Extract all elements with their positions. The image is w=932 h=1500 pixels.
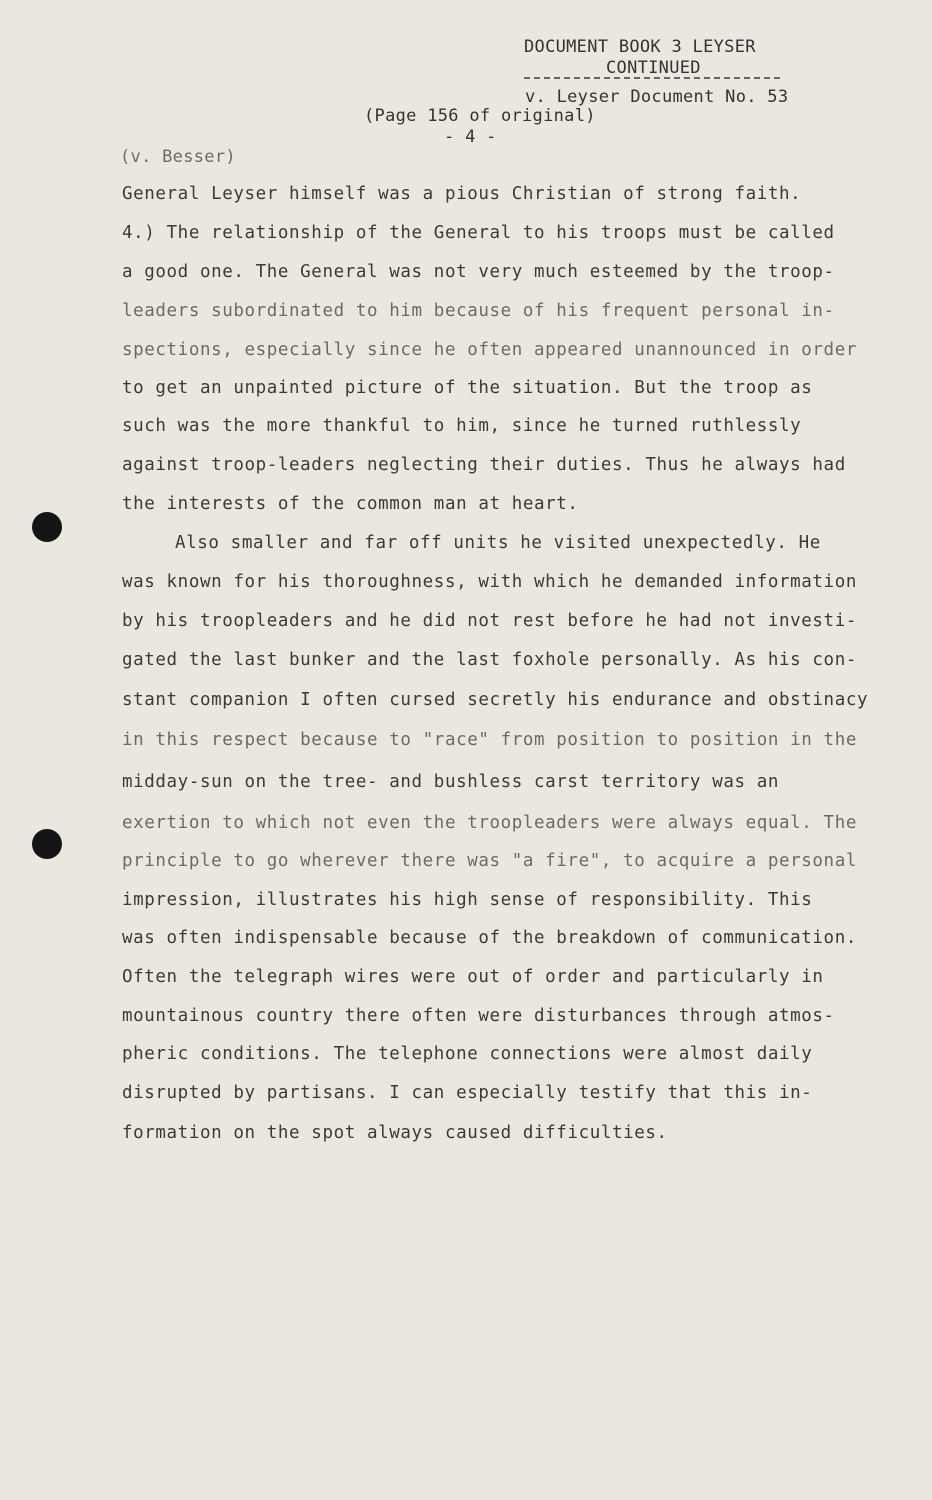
body-line: exertion to which not even the troopleaders were always equal. The (122, 813, 857, 833)
body-line: was known for his thoroughness, with which he demanded information (122, 572, 857, 592)
body-line: disrupted by partisans. I can especially testify that this in- (122, 1083, 813, 1103)
hole-punch-bottom (32, 829, 62, 859)
body-line: to get an unpainted picture of the situation. But the troop as (122, 378, 813, 398)
body-line: pheric conditions. The telephone connections were almost daily (122, 1044, 813, 1064)
body-line: midday-sun on the tree- and bushless carst territory was an (122, 772, 780, 792)
hole-punch-top (32, 512, 62, 542)
original-page-reference: (Page 156 of original) (364, 106, 596, 126)
continued-label: CONTINUED (606, 58, 701, 78)
body-line: against troop-leaders neglecting their duties. Thus he always had (122, 455, 846, 475)
body-line: was often indispensable because of the breakdown of communication. (122, 928, 857, 948)
body-line: General Leyser himself was a pious Christian of strong faith. (122, 184, 802, 204)
body-line: in this respect because to "race" from position to position in the (122, 730, 857, 750)
body-line: stant companion I often cursed secretly his endurance and obstinacy (122, 690, 869, 710)
author-tag: (v. Besser) (120, 147, 236, 167)
body-line: 4.) The relationship of the General to his troops must be called (122, 223, 835, 243)
body-line: the interests of the common man at heart. (122, 494, 579, 514)
body-line: spections, especially since he often appeared unannounced in order (122, 340, 857, 360)
body-line: a good one. The General was not very much esteemed by the troop- (122, 262, 835, 282)
body-line: such was the more thankful to him, since he turned ruthlessly (122, 416, 802, 436)
body-line: Often the telegraph wires were out of order and particularly in (122, 967, 824, 987)
continued-rule (524, 77, 780, 79)
page-number: - 4 - (444, 127, 497, 147)
body-line: leaders subordinated to him because of his frequent personal in- (122, 301, 835, 321)
body-line: formation on the spot always caused difficulties. (122, 1123, 668, 1143)
body-line: by his troopleaders and he did not rest before he had not investi- (122, 611, 857, 631)
body-line: gated the last bunker and the last foxhole personally. As his con- (122, 650, 857, 670)
body-line: mountainous country there often were disturbances through atmos- (122, 1006, 835, 1026)
document-reference: v. Leyser Document No. 53 (525, 87, 789, 107)
body-line: principle to go wherever there was "a fire", to acquire a personal (122, 851, 857, 871)
document-book-title: DOCUMENT BOOK 3 LEYSER (524, 37, 756, 57)
body-line: Also smaller and far off units he visited unexpectedly. He (175, 533, 821, 553)
body-line: impression, illustrates his high sense of responsibility. This (122, 890, 813, 910)
